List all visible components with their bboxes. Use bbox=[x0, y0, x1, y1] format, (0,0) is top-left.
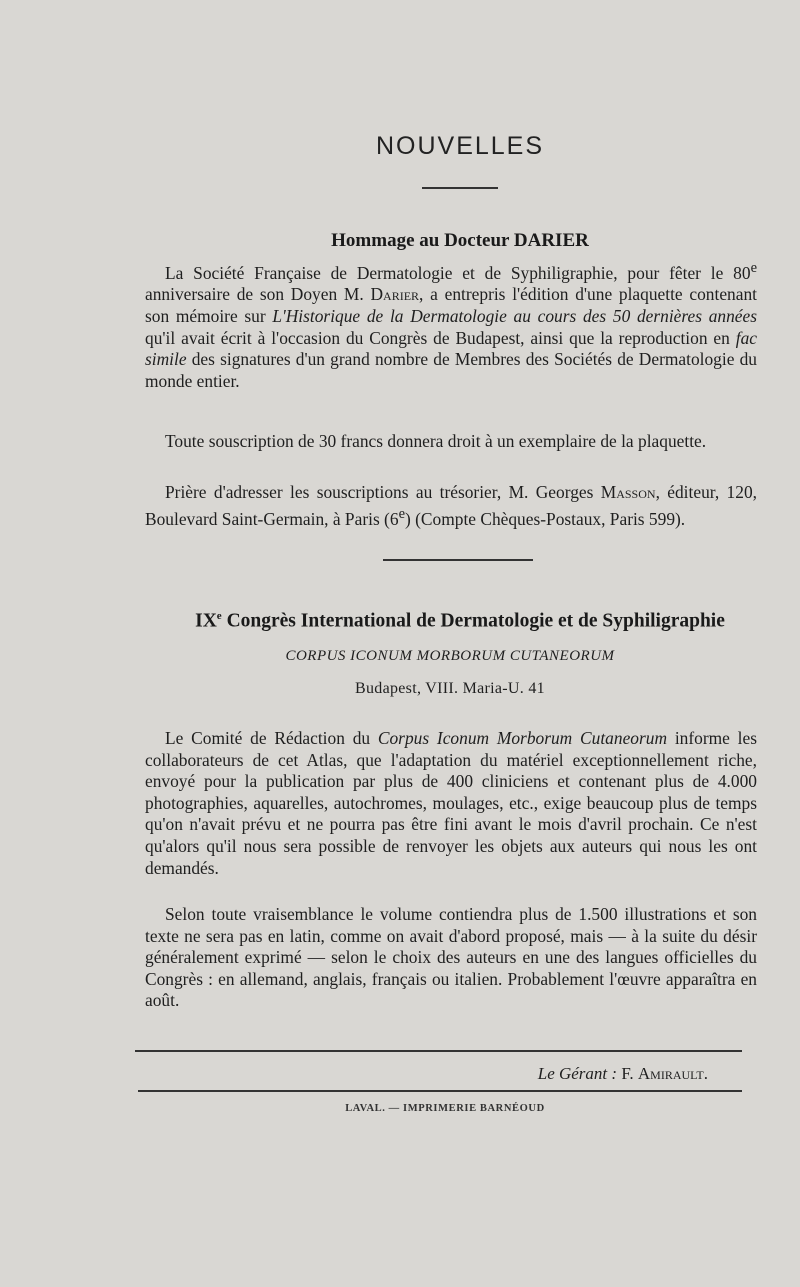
darier-paragraph-3: Prière d'adresser les souscriptions au trésorier, M. Georges Masson, éditeur, 120, Boulevard Saint-Germain, à Paris (6e) (Compte Chèques-Postaux, Paris 599). bbox=[145, 482, 757, 529]
title-divider bbox=[422, 187, 498, 189]
congress-paragraph-2: Selon toute vraisemblance le volume contiendra plus de 1.500 illustrations et son texte ne sera pas en latin, comme on avait d'abord proposé, mais — à la suite du désir généralement exprimé — selon le choix des auteurs en une des langues officielles du Congrès : en allemand, anglais, français ou italien. Probablement l'œuvre apparaîtra en août. bbox=[145, 904, 757, 1011]
congress-paragraph-1: Le Comité de Rédaction du Corpus Iconum Morborum Cutaneorum informe les collaborateurs de cet Atlas, que l'adaptation du matériel exceptionnellement riche, envoyé pour la publication par plus de 400 cliniciens et contenant plus de 4.000 photographies, aquarelles, autochromes, moulages, etc., exige beaucoup plus de temps qu'on n'avait prévu et ne pourra pas être fini avant le mois d'avril prochain. Ce n'est qu'alors qu'il nous sera possible de renvoyer les objets aux auteurs qui nous les ont demandés. bbox=[145, 728, 757, 878]
person-name-masson: Masson bbox=[600, 482, 656, 502]
section-divider bbox=[383, 559, 533, 561]
page-title: NOUVELLES bbox=[375, 132, 545, 160]
corpus-address: Budapest, VIII. Maria-U. 41 bbox=[355, 680, 545, 697]
darier-paragraph-1: La Société Française de Dermatologie et de Syphiligraphie, pour fêter le 80e anniversaire de son Doyen M. Darier, a entrepris l'édition d'une plaquette contenant son mémoire sur L'Historique de la Dermatologie au cours des 50 dernières années qu'il avait écrit à l'occasion du Congrès de Budapest, ainsi que la reproduction en fac simile des signatures d'un grand nombre de Membres des Sociétés de Dermatologie du monde entier. bbox=[145, 260, 758, 391]
footer-rule-bottom bbox=[138, 1090, 742, 1092]
gerant-signature: Le Gérant : F. Amirault. bbox=[537, 1064, 708, 1083]
footer-rule-top bbox=[135, 1050, 742, 1052]
person-name-darier: Darier bbox=[370, 284, 420, 305]
printer-imprint: LAVAL. — IMPRIMERIE BARNÉOUD bbox=[345, 1103, 545, 1114]
corpus-title: CORPUS ICONUM MORBORUM CUTANEORUM bbox=[285, 648, 615, 664]
darier-paragraph-2: Toute souscription de 30 francs donnera droit à un exemplaire de la plaquette. bbox=[165, 431, 707, 451]
section-heading-darier: Hommage au Docteur DARIER bbox=[331, 230, 589, 251]
section-heading-congress: IXe Congrès International de Dermatologie et de Syphiligraphie bbox=[195, 610, 725, 632]
